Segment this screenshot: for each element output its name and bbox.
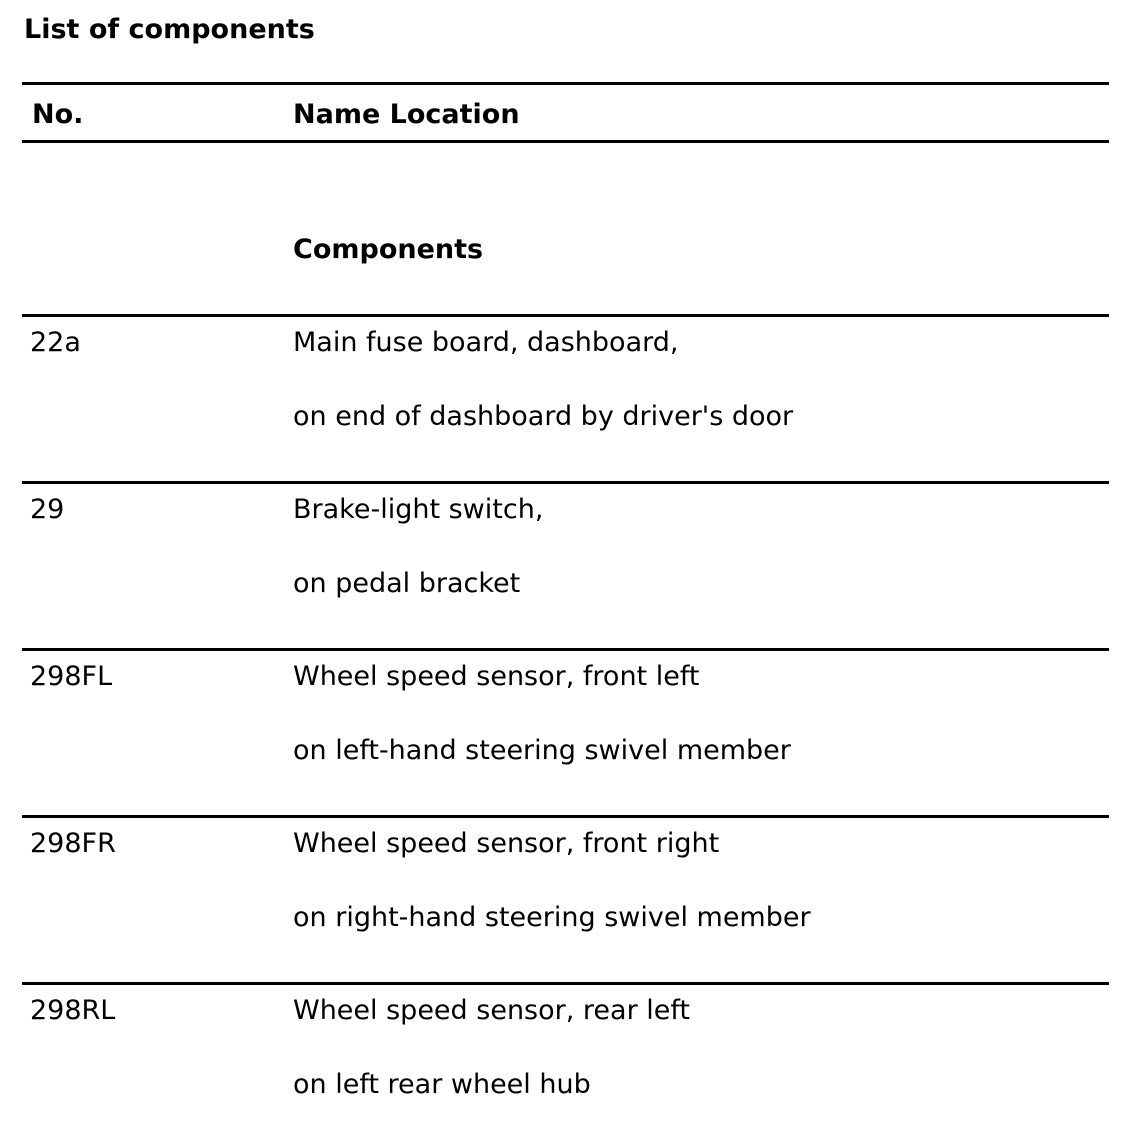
table-top-rule (22, 82, 1109, 85)
row-location: on pedal bracket (293, 568, 521, 599)
row-number: 298FL (30, 661, 113, 692)
row-divider (22, 815, 1109, 818)
row-number: 29 (30, 494, 65, 525)
row-divider (22, 314, 1109, 317)
column-header-name-location: Name Location (293, 99, 520, 130)
row-name: Wheel speed sensor, front right (293, 828, 720, 859)
row-name: Wheel speed sensor, rear left (293, 995, 690, 1026)
row-location: on left rear wheel hub (293, 1069, 591, 1100)
row-location: on left-hand steering swivel member (293, 735, 791, 766)
row-location: on right-hand steering swivel member (293, 902, 811, 933)
row-number: 298FR (30, 828, 116, 859)
column-header-no: No. (32, 99, 84, 130)
row-location: on end of dashboard by driver's door (293, 401, 794, 432)
row-name: Main fuse board, dashboard, (293, 327, 679, 358)
row-name: Brake-light switch, (293, 494, 544, 525)
row-divider (22, 982, 1109, 985)
header-bottom-rule (22, 140, 1109, 143)
row-divider (22, 648, 1109, 651)
page-title: List of components (24, 14, 315, 45)
row-number: 22a (30, 327, 81, 358)
row-divider (22, 481, 1109, 484)
row-name: Wheel speed sensor, front left (293, 661, 700, 692)
section-heading-components: Components (293, 234, 484, 265)
row-number: 298RL (30, 995, 116, 1026)
